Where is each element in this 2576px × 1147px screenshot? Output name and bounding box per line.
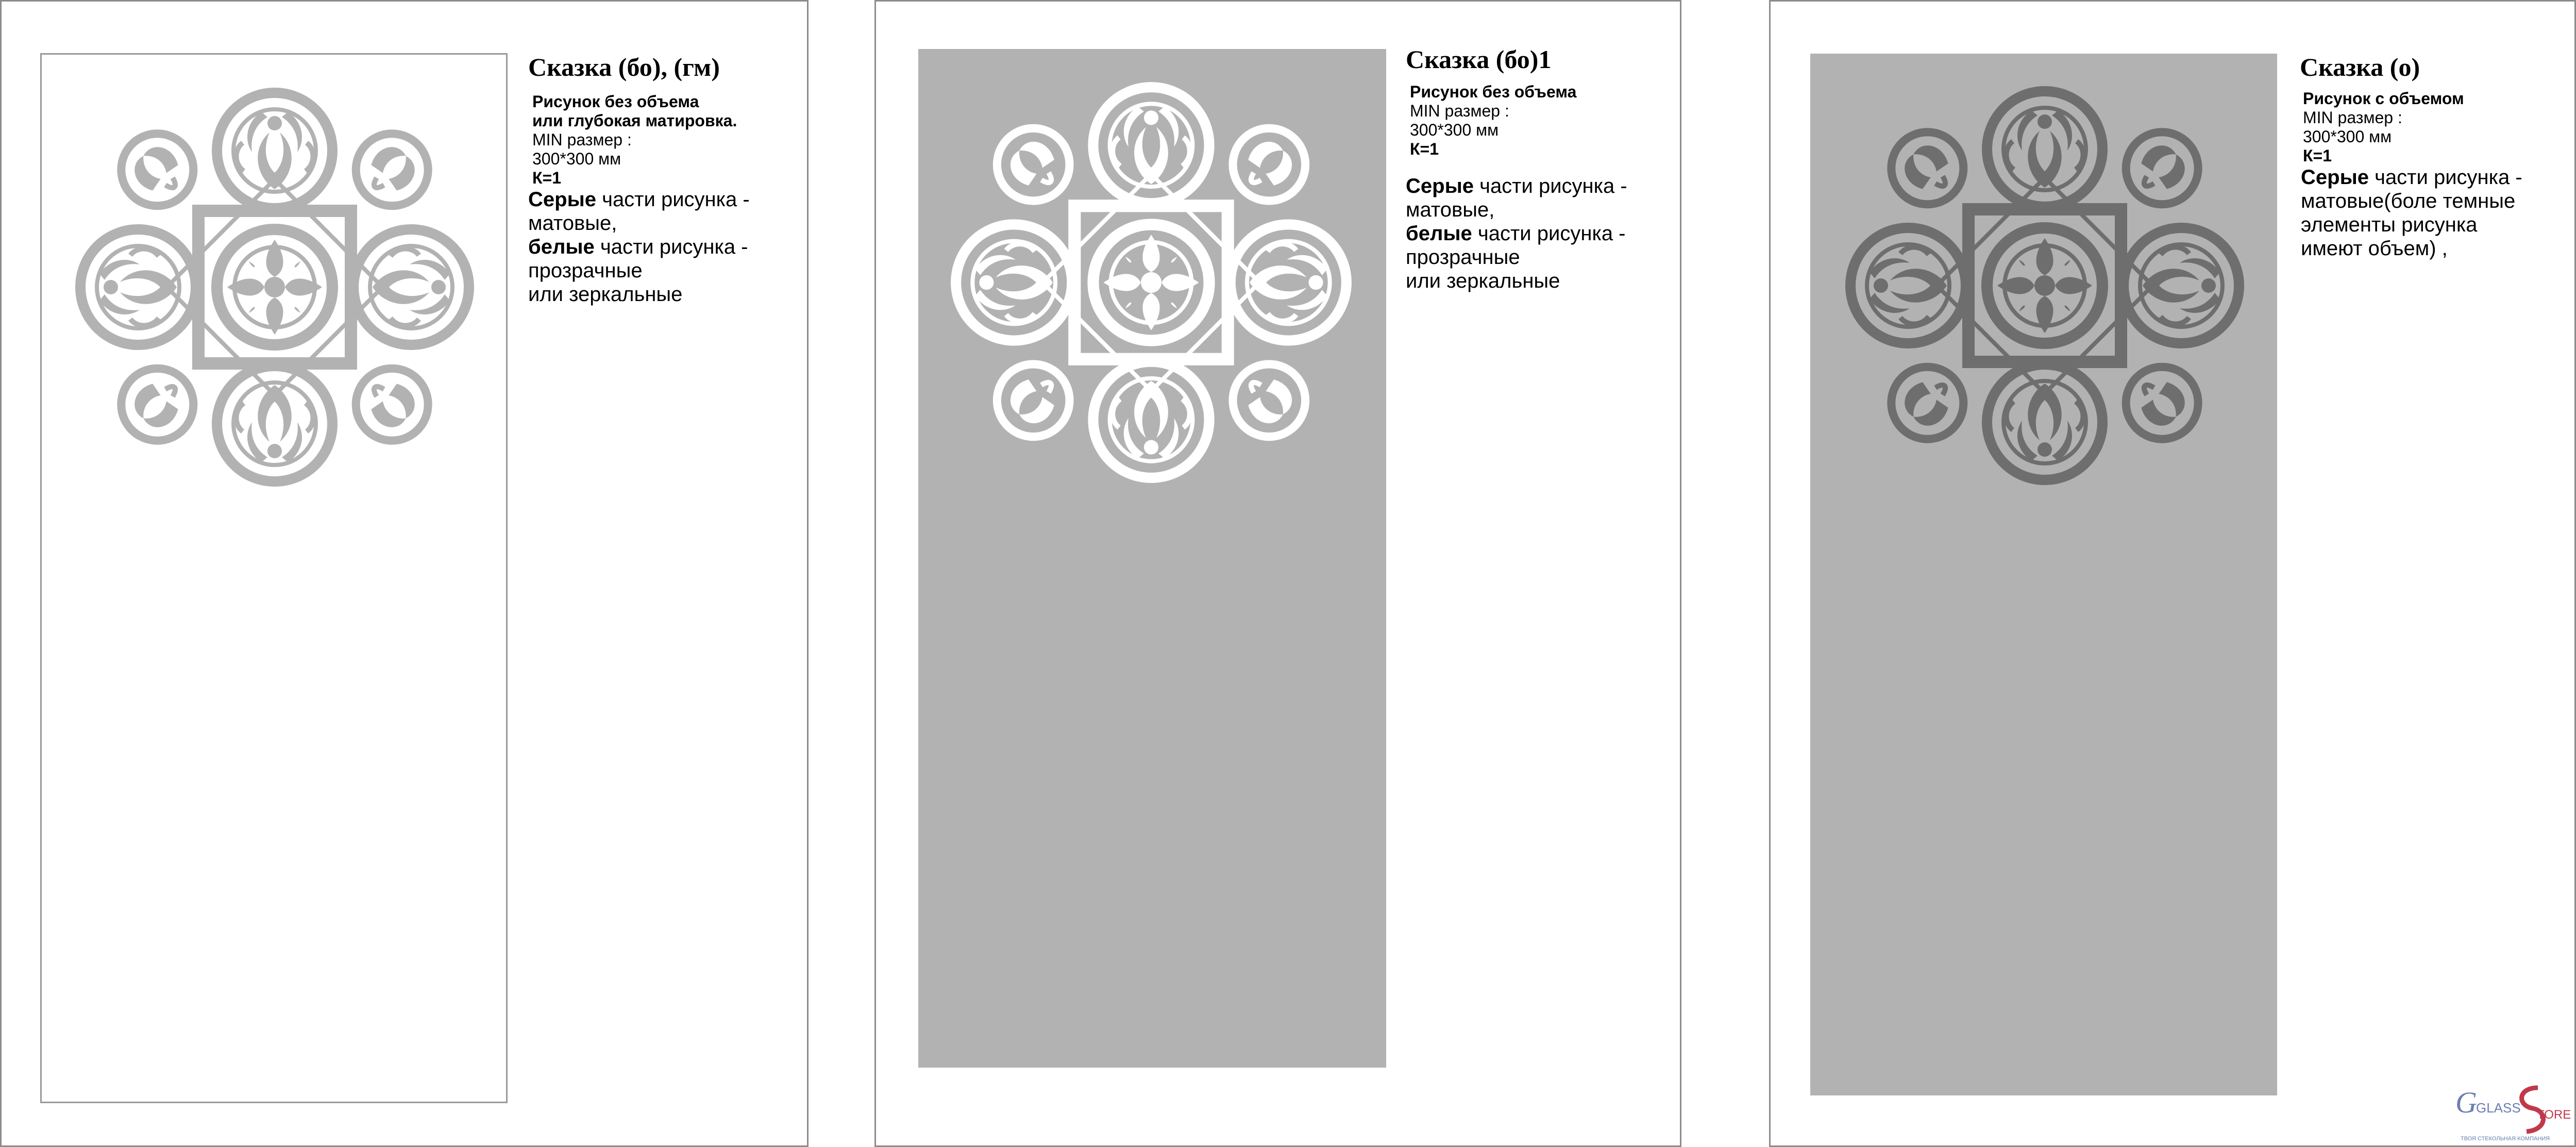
- desc-line: Рисунок без объема: [1410, 82, 1577, 101]
- size-value: 300*300 мм: [532, 149, 621, 168]
- white-parts-cont: прозрачные: [1406, 246, 1520, 269]
- ornament-motif-1: [65, 78, 484, 496]
- white-parts-line: белые части рисунка -: [528, 236, 748, 258]
- panel-title: Сказка (бо)1: [1406, 45, 1552, 74]
- size-label: MIN размер :: [1410, 102, 1509, 120]
- gray-parts-cont: матовые,: [1406, 198, 1495, 221]
- ornament-motif-2: [941, 72, 1361, 493]
- gray-parts-line: Серые части рисунка -: [2301, 166, 2522, 189]
- panel-info-2: [1406, 44, 1627, 293]
- gray-parts-cont: матовые,: [528, 212, 617, 235]
- panel-title: Сказка (о): [2300, 53, 2420, 81]
- white-parts-line: белые части рисунка -: [1406, 222, 1626, 245]
- panel-info-3: [2300, 52, 2522, 260]
- sheet-3: [1769, 0, 2576, 1147]
- white-parts-cont: прозрачные: [528, 259, 643, 282]
- svg-text:GLASS: GLASS: [2476, 1100, 2521, 1116]
- desc-line: Рисунок с объемом: [2303, 89, 2464, 108]
- size-label: MIN размер :: [2303, 108, 2402, 127]
- svg-text:ТВОЯ СТЕКОЛЬНАЯ КОМПАНИЯ: ТВОЯ СТЕКОЛЬНАЯ КОМПАНИЯ: [2461, 1136, 2550, 1142]
- desc-line: Рисунок без объема: [532, 92, 699, 111]
- sheet-2: [874, 0, 1681, 1147]
- gray-parts-line: Серые части рисунка -: [1406, 175, 1627, 197]
- size-label: MIN размер :: [532, 130, 632, 149]
- size-value: 300*300 мм: [1410, 121, 1499, 139]
- sheet-1: [0, 0, 809, 1147]
- gray-parts-cont: элементы рисунка: [2301, 213, 2478, 236]
- svg-text:G: G: [2455, 1086, 2477, 1119]
- svg-text:TORE: TORE: [2537, 1108, 2571, 1122]
- gray-parts-cont: имеют объем) ,: [2301, 237, 2448, 260]
- white-parts-cont: или зеркальные: [1406, 270, 1560, 292]
- gray-parts-cont: матовые(боле темные: [2301, 190, 2516, 212]
- glassstore-logo: [2455, 1083, 2574, 1144]
- coefficient: К=1: [2303, 146, 2332, 165]
- ornament-motif-3: [1836, 76, 2254, 495]
- panel-title: Сказка (бо), (гм): [528, 53, 720, 81]
- panel-info-1: [528, 52, 750, 306]
- desc-line: или глубокая матировка.: [532, 111, 737, 130]
- coefficient: К=1: [532, 169, 562, 187]
- white-parts-cont: или зеркальные: [528, 283, 683, 306]
- gray-parts-line: Серые части рисунка -: [528, 188, 750, 211]
- size-value: 300*300 мм: [2303, 127, 2392, 146]
- coefficient: К=1: [1410, 140, 1439, 158]
